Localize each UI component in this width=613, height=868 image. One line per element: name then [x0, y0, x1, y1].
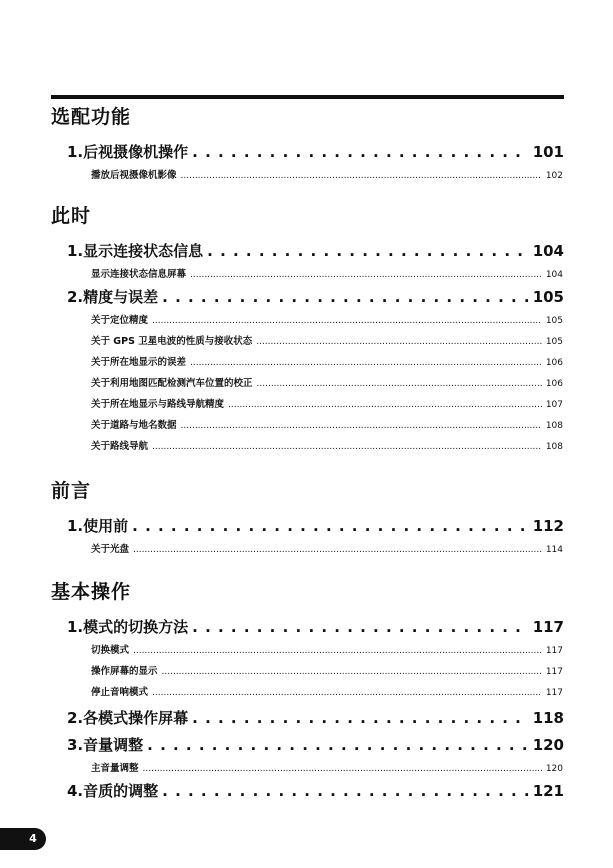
subentry-title: 关于 GPS 卫星电波的性质与接收状态 [91, 336, 253, 347]
chapter-title: 音量调整 [83, 736, 144, 754]
section-preface [51, 478, 564, 579]
subentry-title: 停止音响模式 [91, 687, 149, 698]
toc-chapter[interactable]: 2. 各模式操作屏幕 . . . 118 [67, 703, 564, 733]
toc-subentry[interactable] [91, 758, 563, 779]
section-title: 选配功能 [51, 106, 132, 128]
toc-subentry[interactable] [91, 264, 563, 285]
toc-subentry[interactable] [91, 394, 563, 415]
subentry-title: 显示连接状态信息屏幕 [91, 269, 187, 280]
page-number: 105 [545, 337, 563, 347]
leader-dots [162, 662, 542, 682]
toc-chapter[interactable]: 2. 精度与误差 . . . 105 [67, 285, 564, 310]
page-number: 102 [545, 171, 563, 181]
section-title: 此时 [51, 205, 92, 227]
page-number: 112 [532, 517, 564, 535]
chapter-title: 音质的调整 [83, 782, 159, 800]
section-at-this-time [51, 203, 564, 478]
page-number: 101 [532, 143, 564, 161]
subentry-title: 主音量调整 [91, 763, 139, 774]
page-number-badge: 4 [0, 828, 46, 850]
leader-dots [228, 395, 542, 415]
toc-subentry[interactable] [91, 415, 563, 436]
toc-chapter[interactable]: 1. 模式的切换方法 . . . 117 [67, 615, 564, 640]
toc-subentry[interactable] [91, 682, 563, 703]
leader-dots [132, 514, 529, 539]
chapter-title: 使用前 [83, 517, 129, 535]
leader-dots [181, 416, 542, 436]
toc-subentry[interactable] [91, 352, 563, 373]
page-number: 108 [545, 421, 563, 431]
header-rule [51, 95, 564, 99]
toc-subentry[interactable] [91, 331, 563, 352]
leader-dots [133, 540, 542, 560]
page-number: 120 [545, 764, 563, 774]
toc-chapter[interactable]: 1. 显示连接状态信息 . . . 104 [67, 239, 564, 264]
leader-dots [152, 437, 542, 457]
section-title: 基本操作 [51, 581, 132, 603]
leader-dots [152, 683, 542, 703]
toc-chapter[interactable]: 1. 使用前 . . . 112 [67, 514, 564, 539]
toc-subentry[interactable] [91, 373, 563, 394]
toc-subentry[interactable] [91, 165, 563, 186]
page-number: 117 [545, 646, 563, 656]
page-number: 121 [532, 782, 564, 800]
leader-dots [143, 759, 542, 779]
subentry-title: 关于定位精度 [91, 315, 149, 326]
leader-dots [192, 703, 529, 733]
chapter-title: 各模式操作屏幕 [83, 709, 189, 727]
section-basic-operation [51, 579, 564, 804]
leader-dots [181, 166, 542, 186]
page-number: 114 [545, 545, 563, 555]
toc-subentry[interactable] [91, 436, 563, 457]
page-number: 117 [532, 618, 564, 636]
leader-dots [207, 239, 529, 264]
subentry-title: 切换模式 [91, 645, 130, 656]
table-of-contents [51, 104, 564, 804]
page-number: 105 [545, 316, 563, 326]
leader-dots [152, 311, 542, 331]
subentry-title: 关于利用地图匹配检测汽车位置的校正 [91, 378, 253, 389]
subentry-title: 关于所在地显示与路线导航精度 [91, 399, 225, 410]
toc-chapter[interactable]: 1. 后视摄像机操作 . . . 101 [67, 140, 564, 165]
page-number: 117 [545, 688, 563, 698]
leader-dots [190, 353, 542, 373]
subentry-title: 播放后视摄像机影像 [91, 170, 177, 181]
toc-subentry[interactable] [91, 640, 563, 661]
subentry-title: 关于所在地显示的误差 [91, 357, 187, 368]
subentry-title: 关于光盘 [91, 544, 130, 555]
leader-dots [256, 332, 542, 352]
leader-dots [133, 641, 542, 661]
chapter-title: 模式的切换方法 [83, 618, 189, 636]
toc-subentry[interactable] [91, 661, 563, 682]
chapter-title: 后视摄像机操作 [83, 143, 189, 161]
toc-chapter[interactable]: 4. 音质的调整 . . . 121 [67, 779, 564, 804]
section-title: 前言 [51, 480, 92, 502]
page-number: 117 [545, 667, 563, 677]
leader-dots [192, 615, 529, 640]
toc-subentry[interactable] [91, 539, 563, 560]
page-number: 118 [532, 709, 564, 727]
leader-dots [190, 265, 542, 285]
page-number: 108 [545, 442, 563, 452]
page-number: 106 [545, 358, 563, 368]
page-number: 107 [545, 400, 563, 410]
page-number: 104 [532, 242, 564, 260]
page-number: 120 [532, 736, 564, 754]
toc-subentry[interactable] [91, 310, 563, 331]
subentry-title: 关于道路与地名数据 [91, 420, 177, 431]
page-number: 106 [545, 379, 563, 389]
chapter-title: 显示连接状态信息 [83, 242, 204, 260]
toc-chapter[interactable]: 3. 音量调整 . . . 120 [67, 733, 564, 758]
leader-dots [192, 140, 529, 165]
page-number: 104 [545, 270, 563, 280]
leader-dots [257, 374, 542, 394]
subentry-title: 操作屏幕的显示 [91, 666, 158, 677]
leader-dots [147, 733, 529, 758]
section-optional-features [51, 104, 564, 203]
leader-dots [162, 779, 529, 804]
subentry-title: 关于路线导航 [91, 441, 149, 452]
leader-dots [162, 285, 529, 310]
page-number: 105 [532, 288, 564, 306]
chapter-title: 精度与误差 [83, 288, 159, 306]
